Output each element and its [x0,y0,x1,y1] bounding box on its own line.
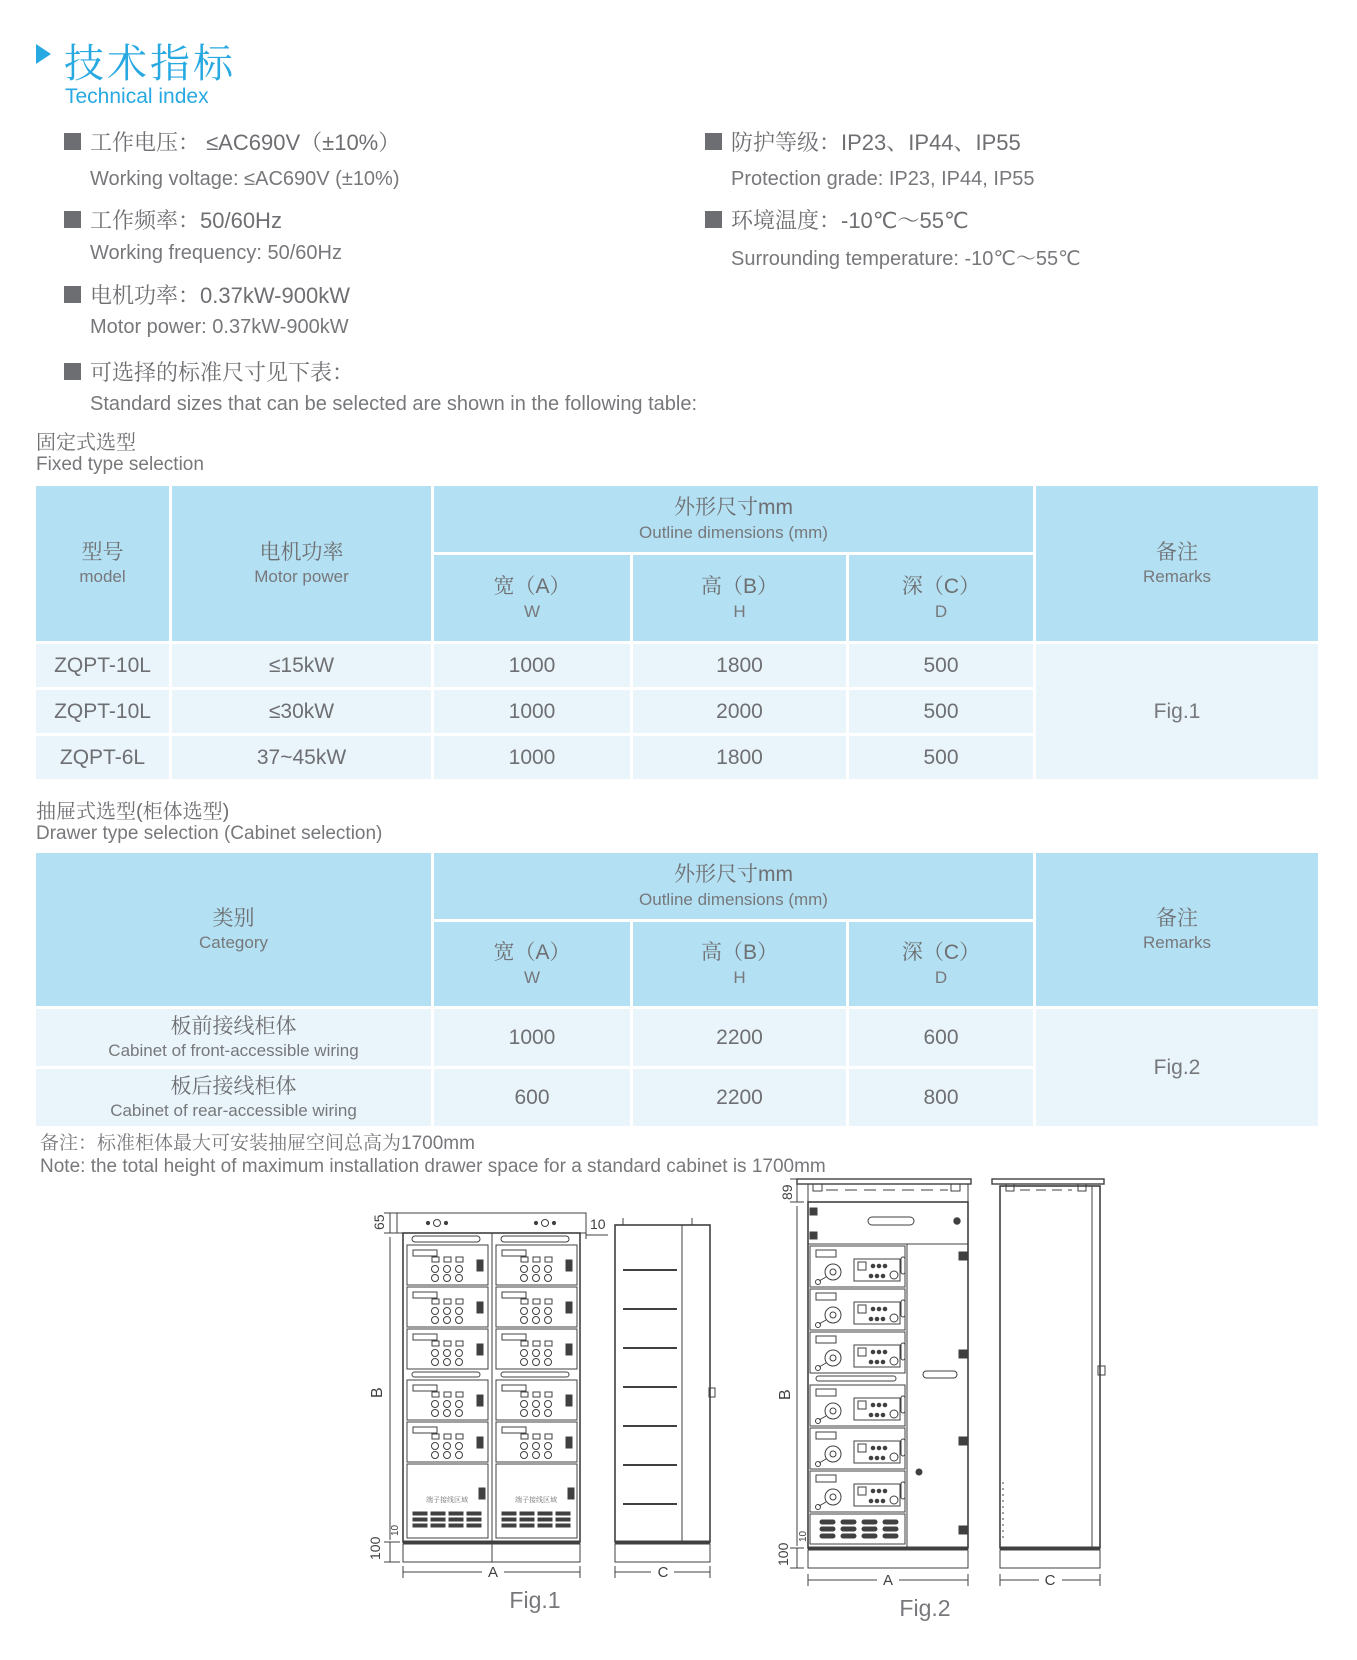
header-text-en: Outline dimensions (mm) [639,889,828,909]
spec-text: 防护等级：IP23、IP44、IP55 [731,130,1021,155]
header-text-en: W [523,601,541,621]
fig1-drawer-units-left [407,1245,488,1462]
header-text-cn: 宽（A） [493,941,571,965]
table-cell-power: ≤15kW [172,644,431,687]
spec-text: 环境温度：-10℃～55℃ [731,208,969,233]
header-text-en: Remarks [1142,567,1211,587]
table-cell-power: 37~45kW [172,736,431,779]
header-text-en: Motor power [254,567,349,587]
col-header-model [36,486,169,641]
table-cell-category [36,1069,431,1126]
category-text-en: Cabinet of rear-accessible wiring [110,1101,357,1121]
spec-text: 工作频率：50/60Hz [90,208,282,233]
table-cell-height: 2200 [633,1009,846,1066]
table-cell-width: 1000 [434,1009,630,1066]
table-cell-model: ZQPT-10L [36,690,169,733]
header-text-cn: 电机功率 [259,540,344,564]
header-text-cn: 高（B） [700,575,778,599]
header-text-en: H [733,601,746,621]
fig2-vent-panel [810,1514,905,1544]
bullet-square-icon [705,133,722,150]
page-title: 技术指标 [64,42,236,86]
fig2-dim-base-height: 100 [775,1542,791,1566]
spec-text: 可选择的标准尺寸见下表： [90,360,355,385]
category-text-en: Cabinet of front-accessible wiring [108,1041,359,1061]
col-header-remarks [1036,853,1318,1006]
header-text-en: Outline dimensions (mm) [639,522,828,542]
fig1-dim-base-height: 100 [367,1536,383,1560]
spec-text: 工作电压： ≤AC690V（±10%） [90,130,401,155]
fig2-caption: Fig.2 [899,1595,951,1621]
col-header-height [633,922,846,1006]
col-header-dimensions [434,486,1033,552]
header-text-en: model [79,567,126,587]
fig2-dim-width: A [882,1572,894,1589]
spec-item-table-intro-cn [64,356,354,387]
table-cell-depth: 800 [849,1069,1033,1126]
note-en: Note: the total height of maximum installation drawer space for a standard cabinet is 1700mm [40,1156,826,1177]
fixed-type-table [36,486,1318,779]
spec-item-protection-cn [705,126,1021,157]
table-cell-width: 600 [434,1069,630,1126]
header-text-cn: 深（C） [901,575,981,599]
spec-item-motor-power-en: Motor power: 0.37kW-900kW [90,316,349,338]
col-header-width [434,922,630,1006]
col-header-remarks [1036,486,1318,641]
note-cn: 备注：标准柜体最大可安装抽屉空间总高为1700mm [40,1133,475,1154]
table-cell-category [36,1009,431,1066]
fig1-cabinet-side-view [615,1218,715,1562]
fig1-dim-cap-height: 65 [371,1214,387,1230]
fig1-terminal-area-label: 端子接线区域 [426,1497,468,1504]
spec-item-protection-en: Protection grade: IP23, IP44, IP55 [731,168,1035,190]
spec-text: 电机功率：0.37kW-900kW [90,283,350,308]
section-arrow-icon [36,44,51,64]
spec-item-frequency-en: Working frequency: 50/60Hz [90,242,342,264]
fixed-section-label-en: Fixed type selection [36,454,204,475]
fig2-cabinet-top-cap [797,1179,971,1202]
table-cell-depth: 500 [849,736,1033,779]
fig1-dim-vent-height: 10 [390,1524,401,1536]
table-cell-power: ≤30kW [172,690,431,733]
header-text-en: D [934,601,948,621]
bullet-square-icon [64,363,81,380]
fig1-dim-height: B [369,1387,386,1398]
fig2-cabinet-side-view [992,1179,1105,1568]
header-text-cn: 深（C） [901,941,981,965]
drawer-section-label-en: Drawer type selection (Cabinet selection) [36,823,383,844]
bullet-square-icon [64,286,81,303]
table-cell-depth: 500 [849,644,1033,687]
drawer-section-label-cn: 抽屉式选型(柜体选型) [36,801,230,823]
header-text-cn: 宽（A） [493,575,571,599]
fig1-dim-depth: C [657,1564,669,1581]
col-header-height [633,555,846,641]
spec-item-temperature-cn [705,204,969,235]
fig2-dimension-lines [790,1179,1100,1586]
col-header-dimensions [434,853,1033,919]
category-text-cn: 板前接线柜体 [170,1014,297,1038]
col-header-depth [849,555,1033,641]
fig1-caption: Fig.1 [509,1587,561,1613]
col-header-category [36,853,431,1006]
table-cell-height: 1800 [633,736,846,779]
table-cell-remarks: Fig.2 [1036,1009,1318,1126]
table-cell-width: 1000 [434,736,630,779]
fig2-dim-cap-height: 89 [779,1184,795,1200]
fig1-dim-width: A [487,1564,499,1581]
table-cell-height: 2000 [633,690,846,733]
header-text-cn: 外形尺寸mm [674,863,793,887]
header-text-cn: 高（B） [700,941,778,965]
table-cell-height: 1800 [633,644,846,687]
fig2-dim-height: B [777,1389,794,1400]
header-text-cn: 外形尺寸mm [674,496,793,520]
table-cell-width: 1000 [434,690,630,733]
bullet-square-icon [64,133,81,150]
col-header-width [434,555,630,641]
fig2-drawing [720,1090,1120,1630]
col-header-depth [849,922,1033,1006]
header-text-en: D [934,967,948,987]
fig2-dim-depth: C [1044,1572,1056,1589]
spec-item-table-intro-en: Standard sizes that can be selected are shown in the following table: [90,393,698,415]
table-cell-remarks: Fig.1 [1036,644,1318,779]
fig2-dim-vent-height: 10 [798,1530,809,1542]
header-text-en: H [733,967,746,987]
fig2-cabinet-front-view [808,1202,968,1568]
page-subtitle: Technical index [65,85,209,108]
table-cell-depth: 500 [849,690,1033,733]
fig1-drawer-units-right [496,1245,577,1462]
header-text-cn: 备注 [1156,540,1198,564]
fig1-cabinet-front-view [403,1233,580,1562]
bullet-square-icon [64,211,81,228]
header-text-cn: 类别 [212,906,255,930]
header-text-cn: 型号 [81,540,124,564]
spec-item-voltage-cn [64,126,400,157]
fig1-dim-top-gap: 10 [590,1216,606,1232]
table-cell-height: 2200 [633,1069,846,1126]
spec-item-temperature-en: Surrounding temperature: -10℃～55℃ [731,248,1081,270]
table-cell-depth: 600 [849,1009,1033,1066]
bullet-square-icon [705,211,722,228]
fig1-drawing [340,1140,720,1620]
table-cell-model: ZQPT-10L [36,644,169,687]
fixed-section-label-cn: 固定式选型 [36,432,136,454]
drawer-type-table [36,853,1318,1126]
header-text-en: Category [199,933,268,953]
header-text-cn: 备注 [1156,906,1198,930]
table-cell-model: ZQPT-6L [36,736,169,779]
header-text-en: Remarks [1142,933,1211,953]
fig1-cabinet-top-cap [397,1213,586,1233]
fig2-drawer-units [810,1246,905,1512]
col-header-motor-power [172,486,431,641]
fig1-terminal-area-label: 端子接线区域 [515,1497,557,1504]
spec-item-frequency-cn [64,204,282,235]
category-text-cn: 板后接线柜体 [170,1074,297,1098]
table-cell-width: 1000 [434,644,630,687]
spec-item-motor-power-cn [64,279,350,310]
fig2-right-door [916,1252,967,1534]
spec-item-voltage-en: Working voltage: ≤AC690V (±10%) [90,168,400,190]
fig1-dimension-lines [384,1213,710,1578]
header-text-en: W [523,967,541,987]
